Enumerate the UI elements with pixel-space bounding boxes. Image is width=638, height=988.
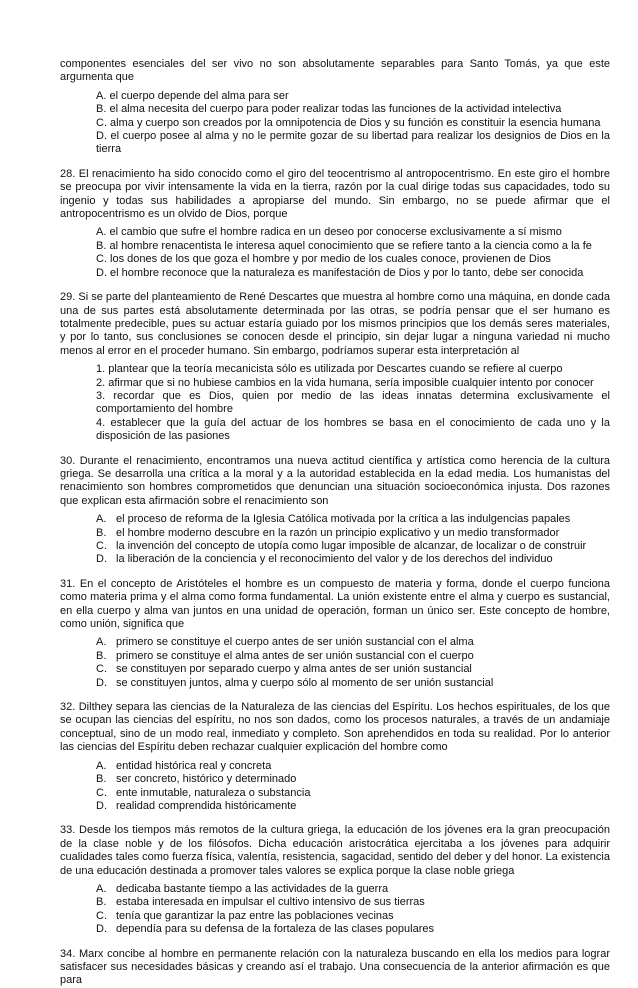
- option-marker: A.: [96, 759, 107, 772]
- option-marker: A.: [96, 513, 107, 526]
- option: 3. recordar que es Dios, quien por medio de las ideas innatas determina exclusivamente el comportamiento del hombre: [96, 389, 610, 416]
- question-stem: 32. Dilthey separa las ciencias de la Naturaleza de las ciencias del Espíritu. Los hechos espirituales, de los que se ocupan las ciencias del espíritu, no nos son dados, como los procesos naturales, a través de un andamiaje conceptual, sino de un modo real, inmediato y completo. Son aprehendidos en toda su realidad. Por lo anterior las ciencias del Espíritu deben rechazar cualquier explicación del hombre como: [60, 701, 610, 754]
- option: A. el cambio que sufre el hombre radica en un deseo por conocerse exclusivamente a sí mismo: [96, 226, 562, 239]
- question-stem: 29. Si se parte del planteamiento de René Descartes que muestra al hombre como una máquina, en donde cada una de sus partes está absolutamente determinada por las otras, se podría pensar que el ser humano es totalmente predecible, pues su actuar estaría guiado por los mismos principios que los demás seres materiales, y por lo tanto, sus conclusiones se conocen desde el principio, sin dejar lugar a ninguna variedad ni mucho menos al error en el proceder humano. Sin embargo, podríamos superar esta interpretación al: [60, 291, 610, 357]
- option: B. el alma necesita del cuerpo para poder realizar todas las funciones de la actividad intelectiva: [96, 103, 562, 116]
- options-list: [60, 90, 610, 157]
- option-text: ente inmutable, naturaleza o substancia: [116, 786, 311, 799]
- option: [96, 513, 610, 526]
- option-text: primero se constituye el cuerpo antes de ser unión sustancial con el alma: [116, 636, 474, 649]
- question-block: [60, 58, 610, 157]
- question-stem: componentes esenciales del ser vivo no son absolutamente separables para Santo Tomás, ya que este argumenta que: [60, 58, 610, 84]
- option-marker: C.: [96, 786, 107, 799]
- question-block: [60, 948, 610, 988]
- option-text: primero se constituye el alma antes de ser unión sustancial con el cuerpo: [116, 649, 474, 662]
- option-text: estaba interesada en impulsar el cultivo intensivo de sus tierras: [116, 896, 425, 909]
- question-block: [60, 291, 610, 443]
- option: C. alma y cuerpo son creados por la omnipotencia de Dios y su función es constituir la esencia humana: [96, 116, 601, 129]
- question-block: [60, 824, 610, 936]
- option-text: entidad histórica real y concreta: [116, 759, 272, 772]
- option: C. los dones de los que goza el hombre y por medio de los cuales conoce, provienen de Dios: [96, 253, 551, 266]
- option-text: tenía que garantizar la paz entre las poblaciones vecinas: [116, 909, 394, 922]
- question-block: [60, 455, 610, 567]
- option: [96, 527, 610, 540]
- option-text: el hombre moderno descubre en la razón un principio explicativo y un medio transformador: [116, 526, 560, 539]
- question-block: [60, 578, 610, 690]
- option-marker: D.: [96, 799, 107, 812]
- option: [96, 650, 610, 663]
- question-block: [60, 168, 610, 280]
- option-text: ser concreto, histórico y determinado: [116, 773, 297, 786]
- question-stem: 34. Marx concibe al hombre en permanente relación con la naturaleza buscando en ella los medios para lograr satisfacer sus necesidades básicas y creando así el trabajo. Una consecuencia de la anterior afirmación es que para: [60, 947, 610, 987]
- options-list: [60, 513, 610, 567]
- option: [96, 677, 610, 690]
- options-list: [60, 226, 610, 280]
- option-marker: C.: [96, 540, 107, 552]
- options-list: [60, 883, 610, 937]
- option: [96, 636, 610, 649]
- question-stem: 31. En el concepto de Aristóteles el hombre es un compuesto de materia y forma, donde el cuerpo funciona como materia prima y el alma como forma fundamental. La unión existente entre el alma y cuerpo es sustancial, en ella cuerpo y alma van juntos en una unidad de operación, forman un único ser. Este concepto de hombre, como unión, significa que: [60, 577, 610, 631]
- option: [96, 787, 610, 800]
- option-marker: D.: [96, 923, 107, 936]
- option-marker: A.: [96, 636, 107, 649]
- option: [96, 883, 610, 896]
- option: 1. plantear que la teoría mecanicista sólo es utilizada por Descartes cuando se refiere al cuerpo: [96, 363, 563, 376]
- question-stem: 28. El renacimiento ha sido conocido como el giro del teocentrismo al antropocentrismo. En este giro el hombre se preocupa por vivir intensamente la vida en la tierra, razón por la cual dirige todas sus capacidades, todo su ingenio y todas sus habilidades a apropiarse del mundo. Sin embargo, no se puede afirmar que el antropocentrismo es un olvido de Dios, porque: [60, 167, 610, 221]
- option: 2. afirmar que si no hubiese cambios en la vida humana, sería imposible cualquier intento por conocer: [96, 376, 594, 389]
- option: [96, 663, 610, 676]
- option: [96, 553, 610, 566]
- question-stem: 33. Desde los tiempos más remotos de la cultura griega, la educación de los jóvenes era la gran preocupación de la clase noble y de los filósofos. Dicha educación aristocrática ejercitaba a los jóvenes para adquirir cualidades tales como fuerza física, valentía, resistencia, sagacidad, sentido del deber y del honor. La existencia de una educación destinada a promover tales valores se explica porque la clase noble griega: [60, 824, 610, 877]
- option-text: la invención del concepto de utopía como lugar imposible de alcanzar, de localizar o de construir: [116, 540, 587, 552]
- option: [96, 540, 610, 553]
- option-text: realidad comprendida históricamente: [116, 799, 297, 812]
- option-marker: B.: [96, 773, 107, 786]
- option-marker: B.: [96, 649, 107, 662]
- option: [96, 773, 610, 786]
- option-text: la liberación de la conciencia y el reconocimiento del valor y de los derechos del individuo: [116, 553, 553, 566]
- option-text: el proceso de reforma de la Iglesia Católica motivada por la crítica a las indulgencias papales: [116, 513, 571, 526]
- option: [96, 896, 610, 909]
- option: B. al hombre renacentista le interesa aquel conocimiento que se refiere tanto a la ciencia como a la fe: [96, 239, 592, 252]
- option-marker: D.: [96, 676, 107, 689]
- options-list: [60, 760, 610, 814]
- question-block: [60, 701, 610, 813]
- option: D. el hombre reconoce que la naturaleza es manifestación de Dios y por lo tanto, debe ser conocida: [96, 266, 584, 279]
- options-list: [60, 363, 610, 443]
- option: [96, 760, 610, 773]
- option-text: dedicaba bastante tiempo a las actividades de la guerra: [116, 882, 389, 895]
- option: 4. establecer que la guía del actuar de los hombres se basa en el conocimiento de cada uno y la disposición de las pasiones: [96, 416, 610, 443]
- options-list: [60, 636, 610, 690]
- option: D. el cuerpo posee al alma y no le permite gozar de su libertad para realizar los designios de Dios en la tierra: [96, 130, 610, 156]
- option: A. el cuerpo depende del alma para ser: [96, 89, 289, 102]
- option-marker: B.: [96, 526, 107, 539]
- option: [96, 800, 610, 813]
- option-marker: C.: [96, 909, 107, 922]
- option-marker: D.: [96, 553, 107, 566]
- question-stem: 30. Durante el renacimiento, encontramos una nueva actitud científica y artística como herencia de la cultura griega. Se desarrolla una crítica a la moral y a la autoridad establecida en la edad media. Los humanistas del renacimiento son hombres comprometidos que denuncian una situación socioeconómica injusta. Dos razones que explican esta afirmación sobre el renacimiento son: [60, 454, 610, 507]
- option-marker: B.: [96, 896, 107, 909]
- option: [96, 923, 610, 936]
- option-marker: A.: [96, 882, 107, 895]
- option-text: se constituyen juntos, alma y cuerpo sólo al momento de ser unión sustancial: [116, 676, 494, 689]
- option-text: dependía para su defensa de la fortaleza de las clases populares: [116, 923, 434, 936]
- option: [96, 910, 610, 923]
- option-text: se constituyen por separado cuerpo y alma antes de ser unión sustancial: [116, 663, 472, 676]
- option-marker: C.: [96, 663, 107, 676]
